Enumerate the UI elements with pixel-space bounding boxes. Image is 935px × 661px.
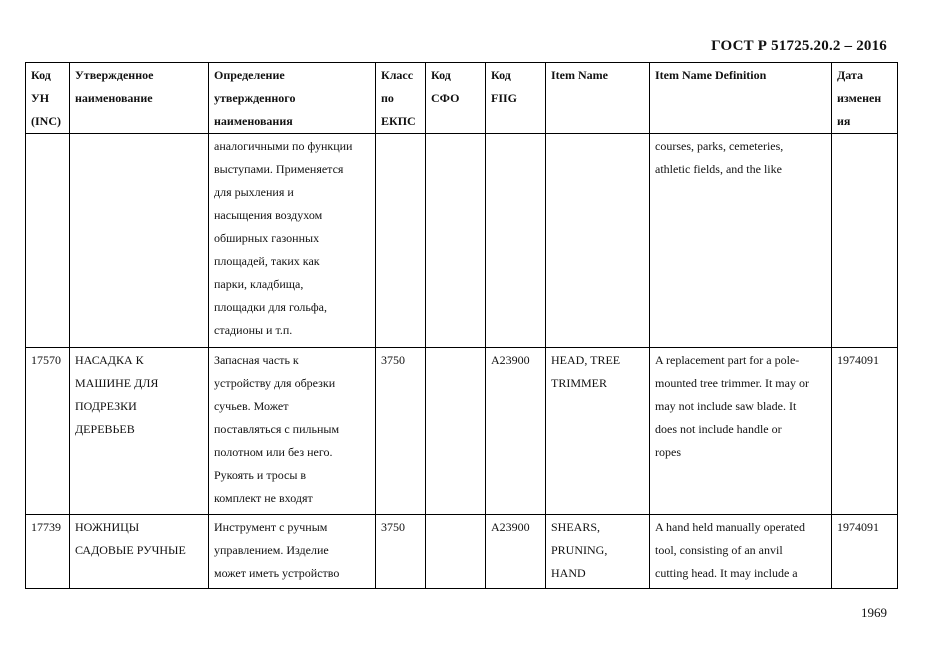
table-cell: [426, 134, 486, 348]
cell-text-line: поставляться с пильным: [214, 422, 340, 436]
table-cell: [26, 134, 70, 348]
table-row: [26, 348, 898, 515]
header-text-line: утвержденного: [214, 91, 296, 105]
table-row: [26, 515, 898, 589]
cell-text-line: для рыхления и: [214, 185, 294, 199]
column-header-fiig-code: [486, 63, 546, 134]
cell-text-line: cutting head. It may include a: [655, 566, 798, 580]
table-cell: [426, 515, 486, 589]
table-cell: [486, 134, 546, 348]
column-header-sfo-code: [426, 63, 486, 134]
cell-text-line: комплект не входят: [214, 491, 313, 505]
cell-text-line: площадей, таких как: [214, 254, 320, 268]
header-text-line: FIIG: [491, 91, 518, 105]
table-header-row: [26, 63, 898, 134]
header-text-line: Определение: [214, 68, 285, 82]
table-cell: [486, 348, 546, 515]
header-text-line: Код: [31, 68, 51, 82]
table-cell: [546, 134, 650, 348]
cell-text-line: does not include handle or: [655, 422, 782, 436]
cell-text-line: HEAD, TREE: [551, 353, 621, 367]
page-number: 1969: [861, 605, 887, 620]
cell-text-line: обширных газонных: [214, 231, 320, 245]
cell-text-line: стадионы и т.п.: [214, 323, 293, 337]
header-text-line: (INC): [31, 114, 61, 128]
header-text-line: изменен: [837, 91, 882, 105]
cell-text-line: courses, parks, cemeteries,: [655, 139, 784, 153]
table-cell: [486, 515, 546, 589]
header-text-line: Item Name Definition: [655, 68, 767, 82]
cell-text-line: ПОДРЕЗКИ: [75, 399, 137, 413]
cell-text-line: 17739: [31, 520, 61, 534]
cell-text-line: НОЖНИЦЫ: [75, 520, 140, 534]
header-text-line: Класс: [381, 68, 414, 82]
cell-text-line: 3750: [381, 520, 405, 534]
column-header-definition: [209, 63, 376, 134]
column-header-inc: [26, 63, 70, 134]
table-cell: [832, 348, 898, 515]
table-cell: [650, 348, 832, 515]
cell-text-line: A23900: [491, 353, 530, 367]
cell-text-line: полотном или без него.: [214, 445, 333, 459]
table-row: [26, 134, 898, 348]
cell-text-line: TRIMMER: [551, 376, 608, 390]
table-cell: [650, 134, 832, 348]
cell-text-line: управлением. Изделие: [214, 543, 329, 557]
header-text-line: по: [381, 91, 394, 105]
table-cell: [376, 348, 426, 515]
column-header-change-date: [832, 63, 898, 134]
cell-text-line: A23900: [491, 520, 530, 534]
cell-text-line: может иметь устройство: [214, 566, 340, 580]
table-cell: [546, 348, 650, 515]
table-cell: [70, 134, 209, 348]
cell-text-line: 17570: [31, 353, 61, 367]
cell-text-line: площадки для гольфа,: [214, 300, 327, 314]
cell-text-line: Инструмент с ручным: [214, 520, 328, 534]
document-code: ГОСТ Р 51725.20.2 – 2016: [711, 38, 887, 54]
header-text-line: Дата: [837, 68, 863, 82]
cell-text-line: НАСАДКА К: [75, 353, 144, 367]
cell-text-line: athletic fields, and the like: [655, 162, 782, 176]
column-header-class: [376, 63, 426, 134]
header-text-line: Код: [431, 68, 451, 82]
cell-text-line: аналогичными по функции: [214, 139, 353, 153]
cell-text-line: SHEARS,: [551, 520, 601, 534]
table-cell: [209, 134, 376, 348]
cell-text-line: may not include saw blade. It: [655, 399, 797, 413]
header-text-line: ЕКПС: [381, 114, 416, 128]
table-cell: [26, 515, 70, 589]
table-cell: [832, 515, 898, 589]
cell-text-line: 3750: [381, 353, 405, 367]
table-cell: [832, 134, 898, 348]
header-text-line: СФО: [431, 91, 460, 105]
cell-text-line: A replacement part for a pole-: [655, 353, 800, 367]
table-body: [26, 134, 898, 589]
cell-text-line: ropes: [655, 445, 681, 459]
header-text-line: наименование: [75, 91, 153, 105]
header-text-line: Код: [491, 68, 511, 82]
table-cell: [426, 348, 486, 515]
table-cell: [546, 515, 650, 589]
cell-text-line: Рукоять и тросы в: [214, 468, 307, 482]
header-text-line: Утвержденное: [75, 68, 154, 82]
column-header-item-name: [546, 63, 650, 134]
column-header-approved-name: [70, 63, 209, 134]
table-cell: [26, 348, 70, 515]
table-cell: [209, 515, 376, 589]
cell-text-line: МАШИНЕ ДЛЯ: [75, 376, 159, 390]
cell-text-line: HAND: [551, 566, 586, 580]
cell-text-line: сучьев. Может: [214, 399, 289, 413]
header-text-line: Item Name: [551, 68, 608, 82]
cell-text-line: выступами. Применяется: [214, 162, 344, 176]
cell-text-line: PRUNING,: [551, 543, 608, 557]
cell-text-line: 1974091: [837, 520, 879, 534]
cell-text-line: A hand held manually operated: [655, 520, 805, 534]
table-cell: [650, 515, 832, 589]
cell-text-line: насыщения воздухом: [214, 208, 323, 222]
catalog-table: [25, 62, 898, 589]
table-cell: [376, 134, 426, 348]
cell-text-line: tool, consisting of an anvil: [655, 543, 783, 557]
cell-text-line: ДЕРЕВЬЕВ: [75, 422, 135, 436]
table-cell: [209, 348, 376, 515]
cell-text-line: 1974091: [837, 353, 879, 367]
cell-text-line: парки, кладбища,: [214, 277, 304, 291]
cell-text-line: САДОВЫЕ РУЧНЫЕ: [75, 543, 186, 557]
table-cell: [70, 515, 209, 589]
cell-text-line: Запасная часть к: [214, 353, 299, 367]
column-header-item-definition: [650, 63, 832, 134]
table-cell: [70, 348, 209, 515]
header-text-line: ия: [837, 114, 851, 128]
cell-text-line: mounted tree trimmer. It may or: [655, 376, 809, 390]
header-text-line: УН: [31, 91, 50, 105]
cell-text-line: устройству для обрезки: [214, 376, 336, 390]
table-cell: [376, 515, 426, 589]
header-text-line: наименования: [214, 114, 293, 128]
